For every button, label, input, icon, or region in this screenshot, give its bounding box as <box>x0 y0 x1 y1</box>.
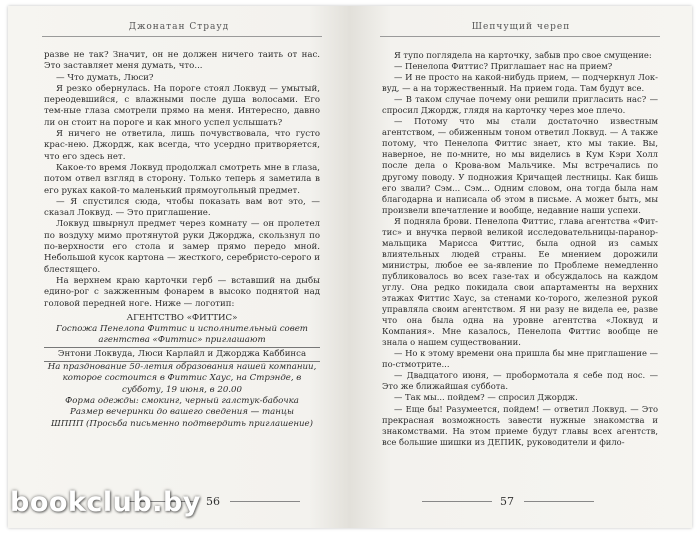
right-page-number: 57 <box>500 495 514 508</box>
paragraph: — Но к этому времени она пришла бы мне приглашение — по-стмотрите... <box>382 348 658 370</box>
paragraph: — В таком случае почему они решили пригласить нас? — спросил Джордж, глядя на карточку через мое плечо. <box>382 94 658 116</box>
folio-rule-right <box>524 501 594 502</box>
invitation-event: На празднование 50-летия образования нашей компании, которое состоится в Фиттис Хаус, на Стрэнде, в субботу, 19 июня, в 20.00 <box>47 362 317 395</box>
right-page <box>350 6 692 528</box>
paragraph: разве не так? Значит, он не должен ничего таить от нас. Это заставляет меня думать, что... <box>44 50 320 72</box>
paragraph: — Пенелопа Фиттис? Приглашает нас на прием? <box>394 61 613 72</box>
right-head-rule <box>380 36 660 37</box>
left-head-rule <box>42 36 322 37</box>
paragraph: — И не просто на какой-нибудь прием, — подчеркнул Лок-вуд, — а на торжественный. На прием года. Там будут все. <box>382 72 658 94</box>
watermark-logo: bookclub.by <box>10 487 201 518</box>
right-page-text <box>382 50 658 448</box>
invitation-rsvp: ШППП (Просьба письменно подтвердить приглашение) <box>51 418 313 429</box>
paragraph: — Еще бы! Разумеется, пойдем! — ответил Локвуд. — Это прекрасная возможность завести нужные знакомства и знакомствами. На этом приеме будут главы всех агентств, все большие шишки из ДЕПИК, руководители и фило- <box>382 403 658 447</box>
left-page <box>8 6 350 528</box>
invitation-agency: АГЕНТСТВО «ФИТТИС» <box>126 312 238 323</box>
paragraph: Я подняла брови. Пенелопа Фиттис, глава агентства «Фит-тис» и внучка первой великой исследовательницы-паранор-мальщика Марисса Фиттис, была одной из самых влиятельных людей страны. Ее мнением дорожили министры, любое ее за-явление по Проблеме немедленно публиковалось во всех газе-тах и обсуждалось на каждом углу. Она редко покидала свои апартаменты на верхних этажах Фиттис Хаус, за стенами ко-торого, железной рукой управляла своим агентством. Я ни разу не видела ее, разве что она была одна на уровне агентства «Локвуд и Компания». Мне казалось, Пенелопа Фиттис вообще не знала о нашем существовании. <box>382 215 658 348</box>
folio-rule-right <box>230 501 300 502</box>
folio-rule-left <box>422 501 492 502</box>
paragraph: — Я спустился сюда, чтобы показать вам вот это, — сказал Локвуд. — Это приглашение. <box>44 196 320 219</box>
paragraph: — Потому что мы стали достаточно известным агентством, — обиженным тоном ответил Локвуд. — А также потому, что Пенелопа Фиттис знает, кто мы такие. Вы, наверное, не по-мните, но мы виделись в Кум Кэри Холл после дела о Крова-вом Мальчике. Мы встречались по другому поводу. У подножия Кричащей лестницы. Как бишь его звали? Сэм... Сэм... Одним словом, она тогда была нам благодарна и написала об этом в письме. А может быть, мы произвели впечатление и вообще, недавние наши успехи. <box>382 116 658 215</box>
invitation-guests: Энтони Локвуда, Люси Карлайл и Джорджа Каббинса <box>44 347 320 362</box>
paragraph: Локвуд швырнул предмет через комнату — он пролетел по воздуху мимо протянутой руки Джорджа, скользнул по по-верхности его стола и замер прямо передо мной. Небольшой кусок картона — жесткого, серебристо-серого и блестящего. <box>44 219 320 275</box>
paragraph: Я тупо поглядела на карточку, забыв про свое смущение: <box>394 50 652 60</box>
paragraph: Я резко обернулась. На пороге стоял Локвуд — умытый, переодевшийся, с влажными после душа волосами. Его тем-ные глаза смотрели прямо на меня. Интересно, давно ли он стоит на пороге и как много успел услышать? <box>44 83 320 128</box>
invitation-dance: Размер вечеринки до вашего сведения — танцы <box>70 407 294 418</box>
paragraph: — Так мы... пойдем? — спросил Джордж. <box>394 392 578 403</box>
paragraph: На верхнем краю карточки герб — вставший на дыбы едино-рог с зажженным фонарем в высоко поднятой над головой передней ноге. Ниже — логотип: <box>44 275 320 309</box>
right-running-head: Шепчущий череп <box>471 22 571 32</box>
left-page-number: 56 <box>206 495 220 508</box>
paragraph: Какое-то время Локвуд продолжал смотреть мне в глаза, потом отвел взгляд в сторону. Только теперь я заметила в его руках какой-то маленький прямоугольный предмет. <box>44 162 320 196</box>
invitation-dress-code: Форма одежды: смокинг, черный галстук-бабочка <box>65 395 299 406</box>
invitation-host: Госпожа Пенелопа Фиттис и исполнительный совет агентства «Фиттис» приглашают <box>56 324 308 346</box>
book-spread <box>8 6 692 528</box>
paragraph: — Что думать, Люси? <box>56 72 154 83</box>
paragraph: Я ничего не ответила, лишь почувствовала, что густо крас-нею. Джордж, как всегда, что усердно притворяется, что его здесь нет. <box>44 129 320 162</box>
left-running-head: Джонатан Страуд <box>128 22 230 32</box>
left-page-text <box>44 50 320 430</box>
paragraph: — Двадцатого июня, — пробормотала я себе под нос. — Это же ближайшая суббота. <box>382 370 658 392</box>
